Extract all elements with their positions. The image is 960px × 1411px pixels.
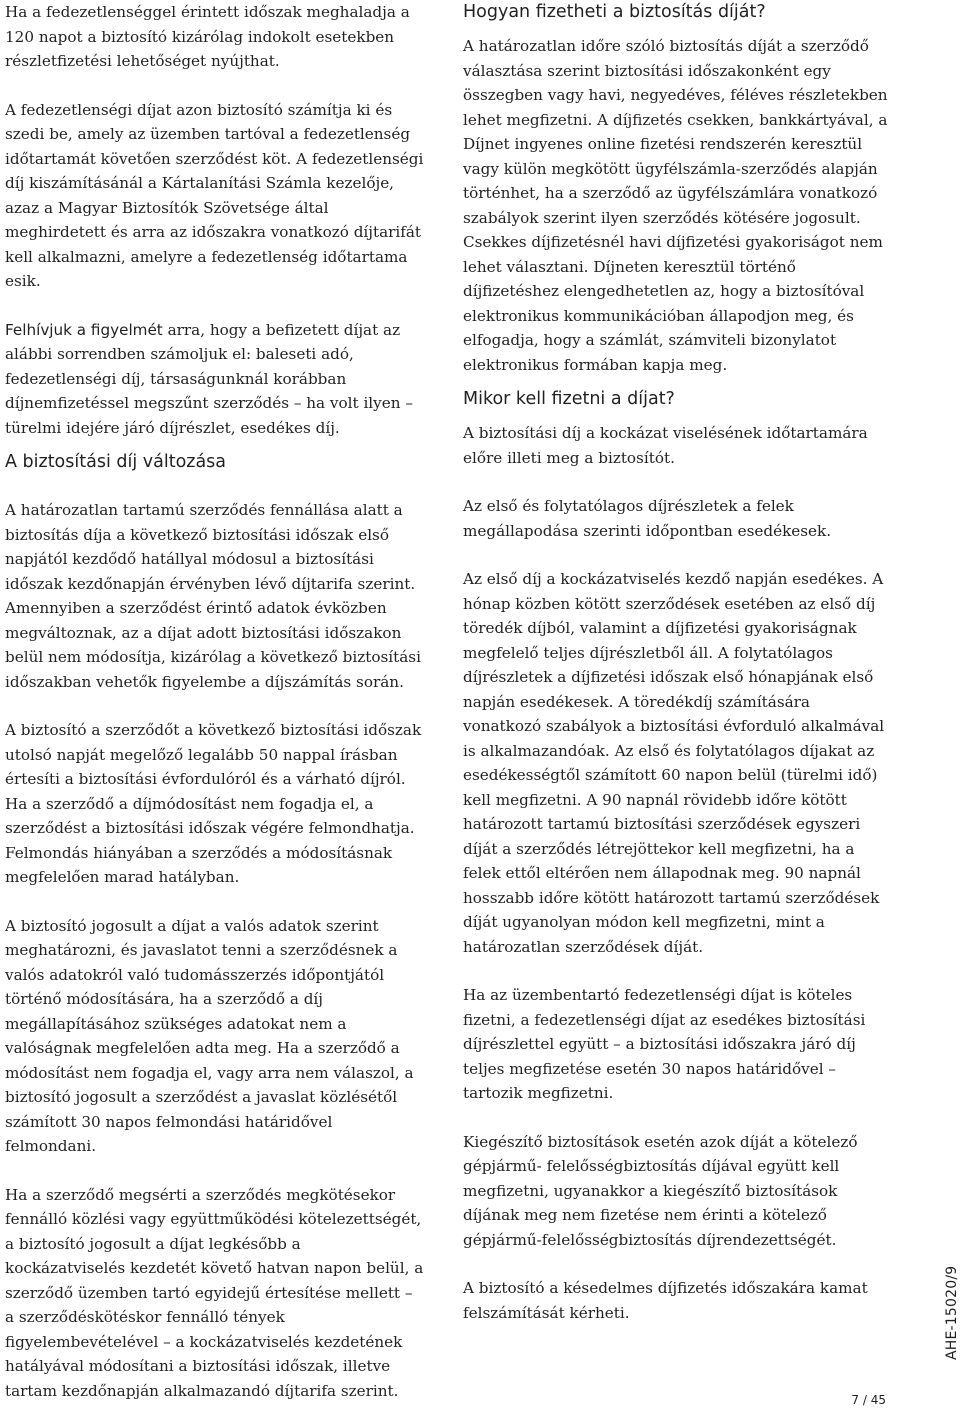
paragraph: A biztosítási díj a kockázat viselésének időtartamára előre illeti meg a biztosítót. [463,424,868,467]
paragraph: A határozatlan időre szóló biztosítás díját a szerződő választása szerint biztosítási időszakonként egy összegben vagy havi, negyedéves, féléves részletekben lehet megfizetni. A díjfizetés csekken, bankkártyával, a Díjnet ingyenes online fizetési rendszerén keresztül vagy külön megkötött ügyfélszámla-szerződés alapján történhet, ha a szerződő az ügyfélszámlára vonatkozó szabályok szerint ilyen szerződés kötésére jogosult. Csekkes díjfizetésnél havi díjfizetési gyakoriságot nem lehet választani. Díjneten keresztül történő díjfizetéshez elengedhetetlen az, hogy a biztosítóval elektronikus kommunikációban állapodjon meg, és elfogadja, hogy a számlát, számviteli bizonylatot elektronikus formában kapja meg. [463,37,888,374]
section-heading: A biztosítási díj változása [5,452,227,472]
section-heading: Mikor kell fizetni a díjat? [463,389,675,409]
right-column [463,0,888,1325]
paragraph: Kiegészítő biztosítások esetén azok díját a kötelező gépjármű- felelősségbiztosítás díjával együtt kell megfizetni, ugyanakkor a kiegészítő biztosítások díjának meg nem fizetése nem érinti a kötelező gépjármű-felelősségbiztosítás díjrendezettségét. [463,1132,858,1249]
paragraph: Az első és folytatólagos díjrészletek a felek megállapodása szerinti időpontban esedékesek. [463,497,832,540]
paragraph: Az első díj a kockázatviselés kezdő napján esedékes. A hónap közben kötött szerződések esetében az első díj töredék díjból, valamint a díjfizetési gyakoriságnak megfelelő teljes díjrészletből áll. A folytatólagos díjrészletek a díjfizetési időszak első hónapjának első napján esedékesek. A töredékdíj számítására vonatkozó szabályok a biztosítási évforduló alkalmával is alkalmazandóak. Az első és folytatólagos díjakat az esedékességtől számított 60 napon belül (türelmi idő) kell megfizetni. A 90 napnál rövidebb időre kötött határozott tartamú biztosítási szerződések egyszeri díját a szerződés létrejöttekor kell megfizetni, ha a felek ettől eltérően nem állapodnak meg. 90 napnál hosszabb időre kötött határozott tartamú szerződések díját ugyanolyan módon kell megfizetni, mint a határozatlan szerződések díját. [463,570,885,956]
paragraph: Ha a szerződő megsérti a szerződés megkötésekor fennálló közlési vagy együttműködési kötelezettségét, a biztosító jogosult a díjat legkésőbb a kockázatviselés kezdetét követő hatvan napon belül, a szerződő üzemben tartó egyidejű értesítése mellett – a szerződéskötéskor fennálló tények figyelembevételével – a kockázatviselés kezdetének hatályával módosítani a biztosítási időszak, illetve tartam kezdőnapján alkalmazandó díjtarifa szerint. [5,1185,424,1400]
paragraph: A biztosító a szerződőt a következő biztosítási időszak utolsó napját megelőző legalább 50 nappal írásban értesíti a biztosítási évfordulóról és a várható díjról. Ha a szerződő a díjmódosítást nem fogadja el, a szerződést a biztosítási időszak végére felmondhatja. Felmondás hiányában a szerződés a módosításnak megfelelően marad hatályban. [5,721,422,886]
paragraph: Ha az üzembentartó fedezetlenségi díjat is köteles fizetni, a fedezetlenségi díjat az esedékes biztosítási díjrészlettel együtt – a biztosítási időszakra járó díj teljes megfizetése esetén 30 napos határidővel – tartozik megfizetni. [463,986,866,1102]
document-code: AHE-15020/9 [944,1265,960,1360]
page-number: 7 / 45 [851,1393,886,1407]
section-heading: Hogyan fizetheti a biztosítás díját? [463,2,766,22]
notice-lead: Felhívjuk a figyelmét [5,320,163,339]
paragraph: A fedezetlenségi díjat azon biztosító számítja ki és szedi be, amely az üzemben tartóval a fedezetlenség időtartamát követően szerződést köt. A fedezetlenségi díj kiszámításánál a Kártalanítási Számla kezelője, azaz a Magyar Biztosítók Szövetsége által meghirdetett és arra az időszakra vonatkozó díjtarifát kell alkalmazni, amelyre a fedezetlenség időtartama esik. [5,100,424,290]
paragraph: A határozatlan tartamú szerződés fennállása alatt a biztosítás díja a következő biztosítási időszak első napjától kezdődő hatállyal módosul a biztosítási időszak kezdőnapján érvényben lévő díjtarifa szerint. Amennyiben a szerződést érintő adatok évközben megváltoznak, az a díjat adott biztosítási időszakon belül nem módosítja, kizárólag a következő biztosítási időszakban vehetők figyelembe a díjszámítás során. [5,501,421,691]
paragraph: A biztosító a késedelmes díjfizetés időszakára kamat felszámítását kérheti. [463,1279,868,1322]
left-column [5,0,425,1403]
paragraph: Ha a fedezetlenséggel érintett időszak meghaladja a 120 napot a biztosító kizárólag indokolt esetekben részletfizetési lehetőséget nyújthat. [5,3,410,70]
paragraph: A biztosító jogosult a díjat a valós adatok szerint meghatározni, és javaslatot tenni a szerződésnek a valós adatokról való tudomásszerzés időpontjától történő módosítására, ha a szerződő a díj megállapításához szükséges adatokat nem a valóságnak megfelelően adta meg. Ha a szerződő a módosítást nem fogadja el, vagy arra nem válaszol, a biztosító jogosult a szerződést a javaslat közlésétől számított 30 napos felmondási határidővel felmondani. [5,916,414,1155]
notice-text: arra, hogy a befizetett díjat az alábbi sorrendben számoljuk el: baleseti adó, fedezetlenségi díj, társaságunknál korábban díjnemfizetéssel megszűnt szerződés – ha volt ilyen – türelmi idejére járó díjrészlet, esedékes díj. [5,320,413,437]
paragraph-notice [5,318,425,441]
